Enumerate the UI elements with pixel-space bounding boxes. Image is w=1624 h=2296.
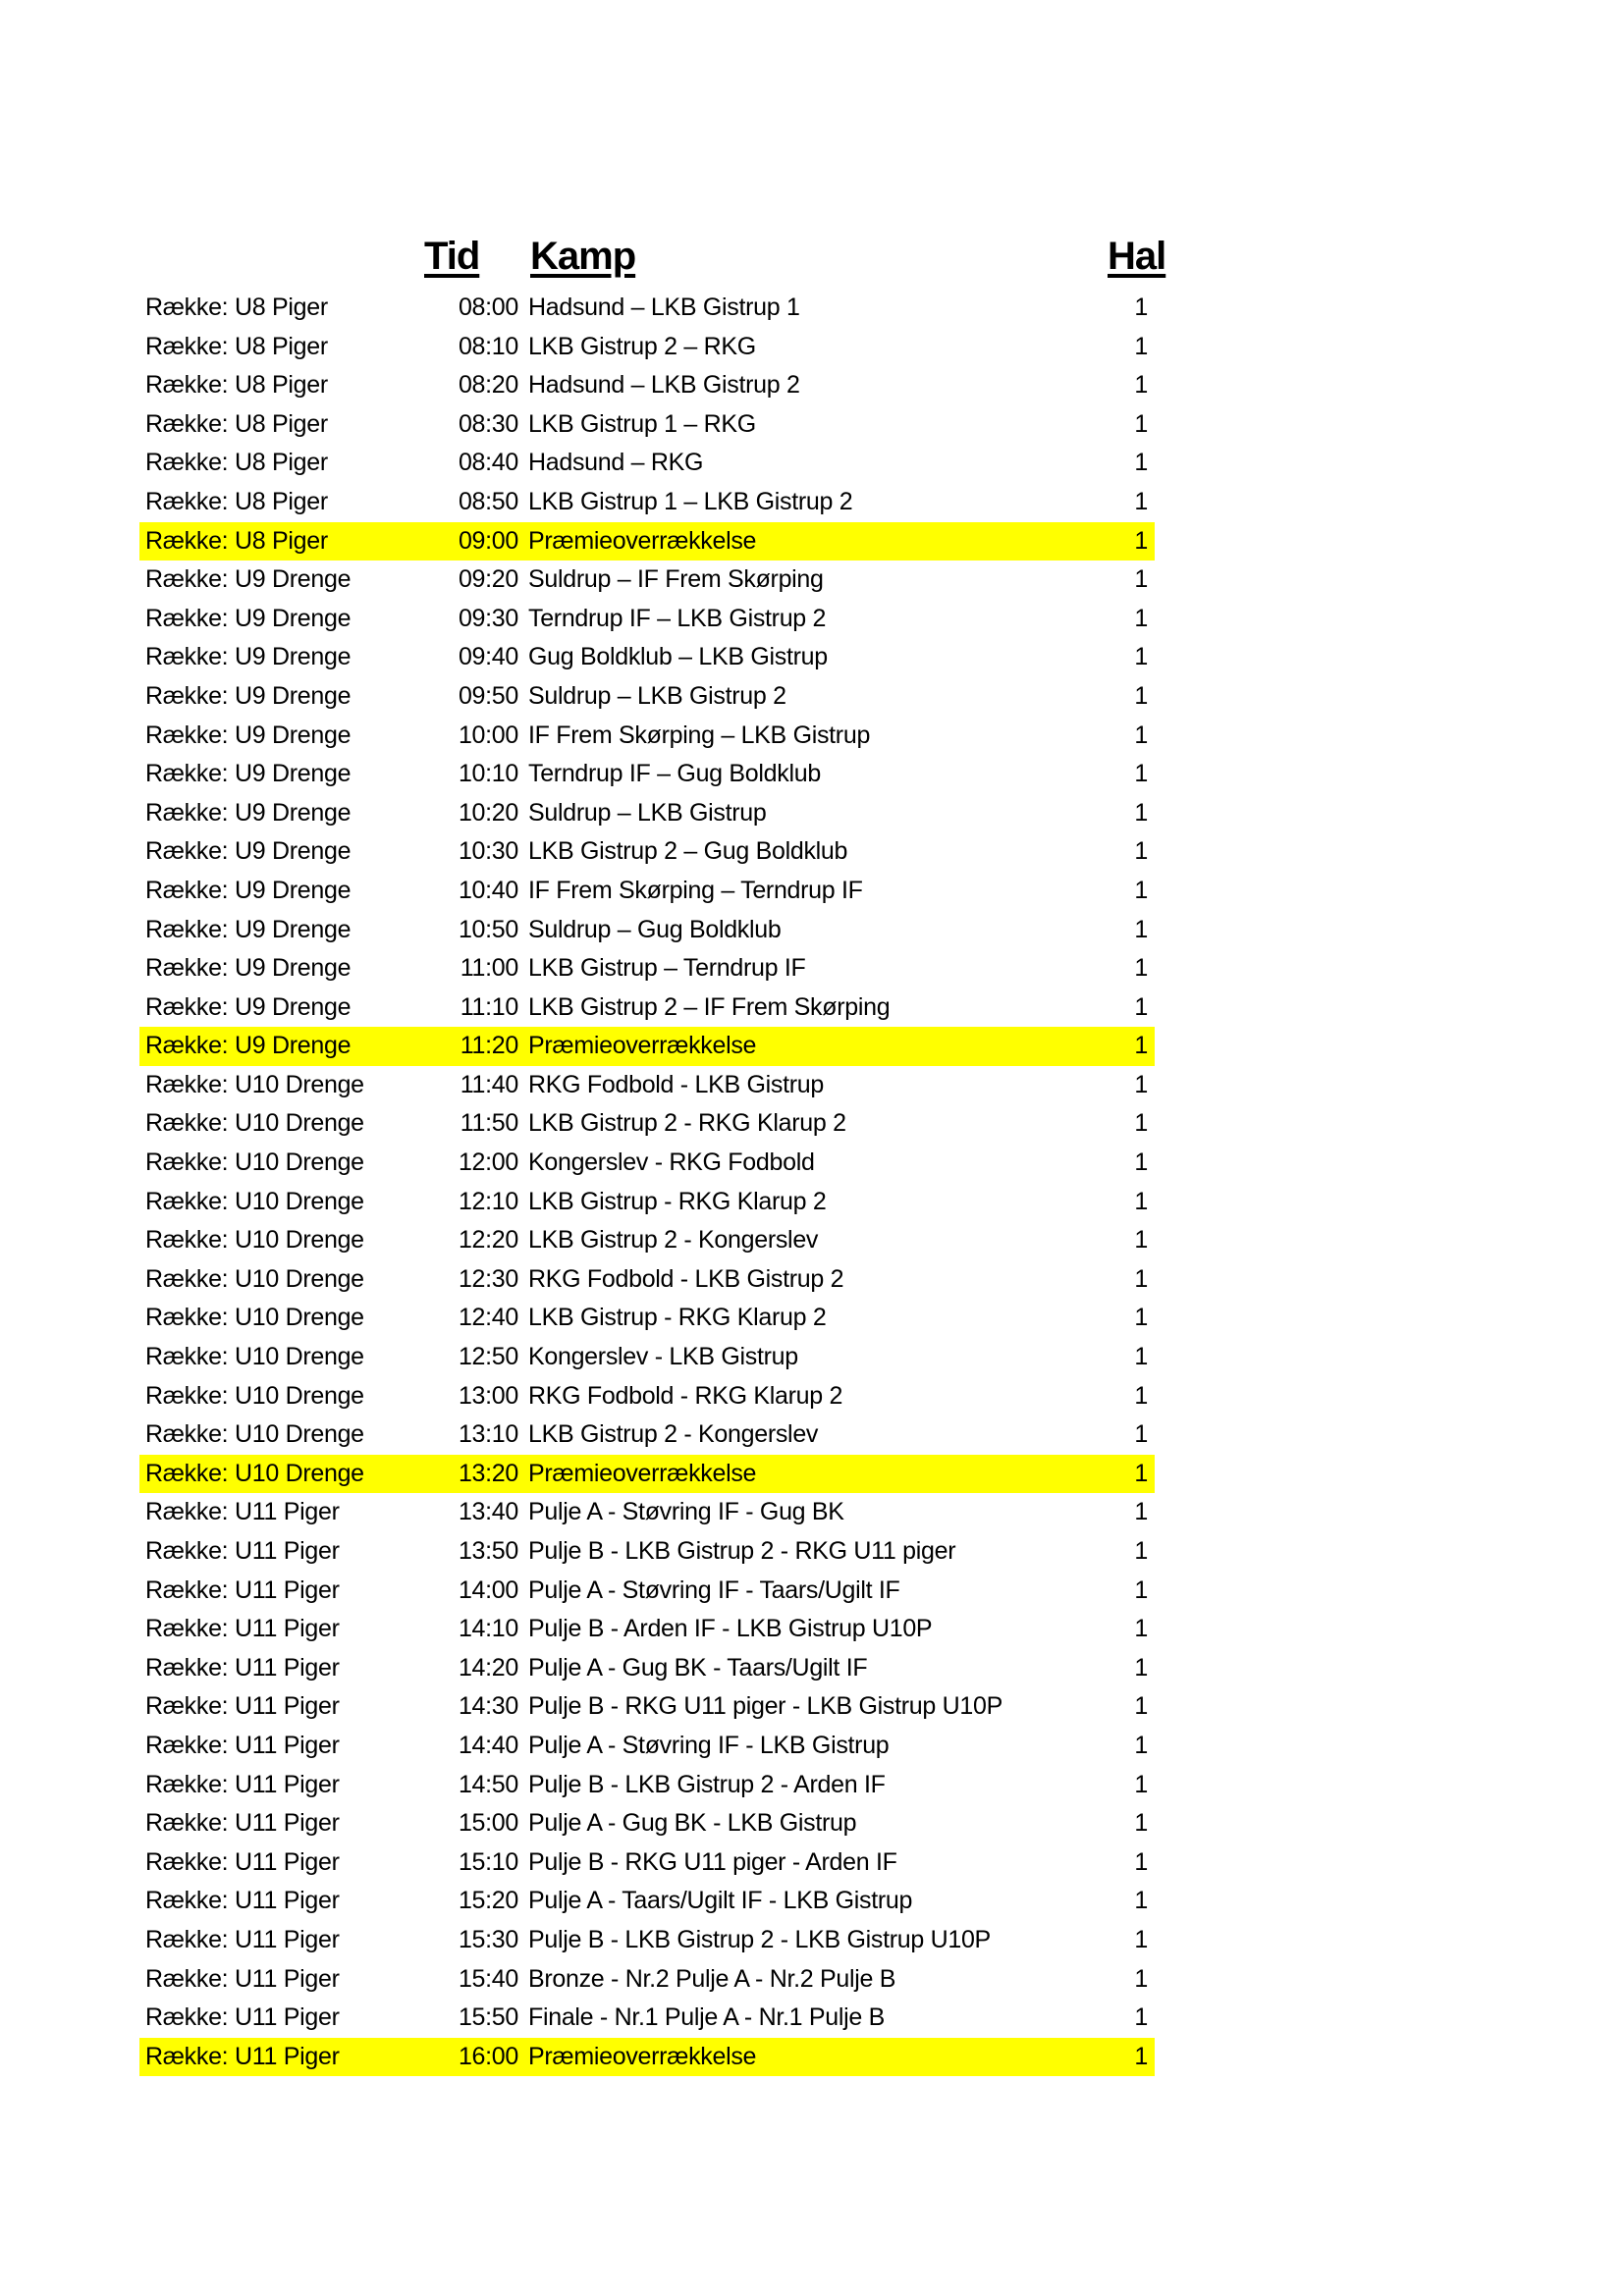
row-time: 09:50 [458,681,518,710]
table-row [139,638,1155,677]
row-hal: 1 [1134,1615,1148,1643]
row-hal: 1 [1134,332,1148,360]
table-row [139,600,1155,639]
row-hal: 1 [1134,294,1148,321]
row-hal: 1 [1134,2003,1148,2032]
row-match: Kongerslev - RKG Fodbold [528,1148,815,1177]
row-match: Præmieoverrækkelse [528,2042,757,2070]
row-category: Række: U8 Piger [145,332,328,360]
row-time: 09:40 [458,643,518,671]
row-hal: 1 [1134,1887,1148,1915]
row-match: IF Frem Skørping – Terndrup IF [528,876,863,904]
row-time: 11:00 [460,954,518,983]
table-row [139,444,1155,483]
row-hal: 1 [1134,604,1148,632]
row-time: 10:00 [458,721,518,749]
row-match: LKB Gistrup 2 – Gug Boldklub [528,837,848,866]
row-match: LKB Gistrup - RKG Klarup 2 [528,1304,827,1332]
row-category: Række: U10 Drenge [145,1109,364,1138]
row-hal: 1 [1134,1070,1148,1098]
row-time: 14:10 [458,1615,518,1643]
row-category: Række: U11 Piger [145,1809,340,1838]
row-time: 13:10 [458,1420,518,1449]
row-hal: 1 [1134,1847,1148,1876]
table-row [139,1066,1155,1105]
row-time: 12:30 [458,1264,518,1293]
row-hal: 1 [1134,915,1148,943]
row-category: Række: U11 Piger [145,2042,340,2070]
row-category: Række: U11 Piger [145,2003,340,2032]
row-match: Pulje A - Støvring IF - LKB Gistrup [528,1731,890,1759]
row-hal: 1 [1134,954,1148,983]
table-row [139,1727,1155,1766]
table-row [139,1766,1155,1805]
row-match: LKB Gistrup 2 – RKG [528,332,756,360]
table-row [139,1610,1155,1649]
row-category: Række: U10 Drenge [145,1304,364,1332]
row-category: Række: U11 Piger [145,1692,340,1721]
row-category: Række: U8 Piger [145,487,328,515]
row-match: LKB Gistrup 2 - Kongerslev [528,1226,819,1255]
row-category: Række: U9 Drenge [145,798,352,827]
row-match: Pulje B - LKB Gistrup 2 - Arden IF [528,1770,886,1798]
row-time: 12:00 [458,1148,518,1177]
row-hal: 1 [1134,1148,1148,1177]
row-time: 11:40 [460,1070,518,1098]
row-category: Række: U10 Drenge [145,1226,364,1255]
row-time: 10:50 [458,915,518,943]
row-time: 08:30 [458,409,518,438]
row-time: 16:00 [458,2042,518,2070]
row-hal: 1 [1134,1264,1148,1293]
row-hal: 1 [1134,643,1148,671]
row-match: RKG Fodbold - RKG Klarup 2 [528,1381,843,1410]
table-row [139,717,1155,756]
row-time: 08:00 [458,294,518,321]
row-category: Række: U9 Drenge [145,604,352,632]
row-time: 12:20 [458,1226,518,1255]
row-match: Pulje B - Arden IF - LKB Gistrup U10P [528,1615,933,1643]
row-time: 08:20 [458,371,518,400]
row-hal: 1 [1134,1498,1148,1526]
row-time: 15:10 [458,1847,518,1876]
table-row [139,911,1155,950]
row-match: Pulje B - LKB Gistrup 2 - LKB Gistrup U10P [528,1925,991,1953]
row-time: 11:10 [460,992,518,1021]
header-hal: Hal [1108,235,1166,278]
row-hal: 1 [1134,1692,1148,1721]
row-category: Række: U10 Drenge [145,1420,364,1449]
row-hal: 1 [1134,681,1148,710]
row-time: 08:10 [458,332,518,360]
row-category: Række: U9 Drenge [145,565,352,594]
row-category: Række: U8 Piger [145,449,328,477]
row-category: Række: U11 Piger [145,1847,340,1876]
table-row [139,1338,1155,1377]
table-row [139,561,1155,600]
row-match: Hadsund – LKB Gistrup 2 [528,371,800,400]
row-hal: 1 [1134,449,1148,477]
row-category: Række: U9 Drenge [145,876,352,904]
row-hal: 1 [1134,526,1148,555]
row-category: Række: U11 Piger [145,1615,340,1643]
row-match: Suldrup – Gug Boldklub [528,915,782,943]
row-match: Pulje B - LKB Gistrup 2 - RKG U11 piger [528,1537,956,1565]
row-match: Bronze - Nr.2 Pulje A - Nr.2 Pulje B [528,1964,896,1993]
header-kamp: Kamp [530,235,636,278]
row-match: IF Frem Skørping – LKB Gistrup [528,721,871,749]
row-hal: 1 [1134,1459,1148,1487]
row-hal: 1 [1134,487,1148,515]
row-match: Finale - Nr.1 Pulje A - Nr.1 Pulje B [528,2003,885,2032]
row-match: Pulje A - Gug BK - Taars/Ugilt IF [528,1653,868,1682]
row-match: Hadsund – LKB Gistrup 1 [528,294,800,321]
row-category: Række: U11 Piger [145,1537,340,1565]
row-category: Række: U10 Drenge [145,1264,364,1293]
row-category: Række: U10 Drenge [145,1381,364,1410]
table-row [139,832,1155,872]
row-match: RKG Fodbold - LKB Gistrup 2 [528,1264,844,1293]
table-row [139,755,1155,794]
row-time: 15:30 [458,1925,518,1953]
row-match: LKB Gistrup 2 – IF Frem Skørping [528,992,891,1021]
row-match: Terndrup IF – LKB Gistrup 2 [528,604,827,632]
table-row [139,1260,1155,1300]
row-category: Række: U8 Piger [145,526,328,555]
table-row [139,1649,1155,1688]
row-category: Række: U11 Piger [145,1498,340,1526]
row-time: 11:50 [460,1109,518,1138]
row-hal: 1 [1134,1343,1148,1371]
table-row [139,1104,1155,1144]
row-hal: 1 [1134,565,1148,594]
table-row [139,949,1155,988]
table-row [139,1572,1155,1611]
row-time: 09:20 [458,565,518,594]
table-row [139,289,1155,328]
row-hal: 1 [1134,1964,1148,1993]
row-category: Række: U11 Piger [145,1731,340,1759]
row-match: Pulje A - Taars/Ugilt IF - LKB Gistrup [528,1887,913,1915]
row-time: 15:40 [458,1964,518,1993]
row-hal: 1 [1134,409,1148,438]
row-category: Række: U9 Drenge [145,915,352,943]
table-header [0,232,1624,281]
row-hal: 1 [1134,798,1148,827]
row-category: Række: U11 Piger [145,1770,340,1798]
table-row [139,1377,1155,1416]
row-hal: 1 [1134,721,1148,749]
row-hal: 1 [1134,1187,1148,1215]
table-row [139,794,1155,833]
row-match: Præmieoverrækkelse [528,1032,757,1060]
row-time: 08:40 [458,449,518,477]
row-category: Række: U9 Drenge [145,760,352,788]
row-category: Række: U8 Piger [145,294,328,321]
row-hal: 1 [1134,2042,1148,2070]
row-hal: 1 [1134,371,1148,400]
row-time: 12:10 [458,1187,518,1215]
row-time: 12:50 [458,1343,518,1371]
table-row-award [139,1455,1155,1494]
row-match: Suldrup – LKB Gistrup 2 [528,681,786,710]
row-hal: 1 [1134,1109,1148,1138]
row-match: Suldrup – LKB Gistrup [528,798,767,827]
row-hal: 1 [1134,1731,1148,1759]
row-time: 15:00 [458,1809,518,1838]
row-hal: 1 [1134,1537,1148,1565]
table-row [139,366,1155,405]
table-row [139,1532,1155,1572]
row-match: Præmieoverrækkelse [528,526,757,555]
table-row [139,1843,1155,1883]
row-match: Pulje A - Gug BK - LKB Gistrup [528,1809,857,1838]
row-category: Række: U9 Drenge [145,954,352,983]
header-tid: Tid [424,235,480,278]
schedule-table [139,289,1155,2076]
row-match: Pulje B - RKG U11 piger - Arden IF [528,1847,897,1876]
row-hal: 1 [1134,992,1148,1021]
row-hal: 1 [1134,876,1148,904]
row-match: RKG Fodbold - LKB Gistrup [528,1070,824,1098]
row-hal: 1 [1134,760,1148,788]
table-row [139,328,1155,367]
row-time: 14:50 [458,1770,518,1798]
row-time: 09:30 [458,604,518,632]
row-category: Række: U9 Drenge [145,992,352,1021]
row-category: Række: U10 Drenge [145,1070,364,1098]
row-match: Pulje A - Støvring IF - Taars/Ugilt IF [528,1575,900,1604]
row-category: Række: U10 Drenge [145,1148,364,1177]
row-category: Række: U10 Drenge [145,1459,364,1487]
row-category: Række: U9 Drenge [145,721,352,749]
table-row [139,872,1155,911]
row-match: LKB Gistrup – Terndrup IF [528,954,806,983]
table-row [139,1493,1155,1532]
row-time: 13:20 [458,1459,518,1487]
table-row [139,1921,1155,1960]
row-match: Kongerslev - LKB Gistrup [528,1343,798,1371]
table-row [139,1687,1155,1727]
row-match: LKB Gistrup 2 - Kongerslev [528,1420,819,1449]
table-row [139,1221,1155,1260]
row-time: 11:20 [460,1032,518,1060]
row-category: Række: U11 Piger [145,1575,340,1604]
table-row-award [139,522,1155,561]
row-hal: 1 [1134,1304,1148,1332]
row-time: 09:00 [458,526,518,555]
row-match: Hadsund – RKG [528,449,704,477]
row-hal: 1 [1134,1925,1148,1953]
row-hal: 1 [1134,1381,1148,1410]
row-category: Række: U11 Piger [145,1653,340,1682]
row-time: 13:50 [458,1537,518,1565]
row-time: 10:20 [458,798,518,827]
row-match: Terndrup IF – Gug Boldklub [528,760,821,788]
table-row [139,1960,1155,2000]
row-match: Gug Boldklub – LKB Gistrup [528,643,828,671]
row-match: LKB Gistrup 1 – RKG [528,409,756,438]
row-match: Pulje B - RKG U11 piger - LKB Gistrup U10P [528,1692,1002,1721]
table-row [139,1882,1155,1921]
row-time: 10:30 [458,837,518,866]
table-row [139,1144,1155,1183]
row-time: 15:50 [458,2003,518,2032]
row-time: 14:00 [458,1575,518,1604]
row-match: Pulje A - Støvring IF - Gug BK [528,1498,844,1526]
row-hal: 1 [1134,1575,1148,1604]
row-hal: 1 [1134,1226,1148,1255]
row-category: Række: U10 Drenge [145,1343,364,1371]
row-time: 14:20 [458,1653,518,1682]
row-match: LKB Gistrup - RKG Klarup 2 [528,1187,827,1215]
row-time: 15:20 [458,1887,518,1915]
row-time: 13:00 [458,1381,518,1410]
row-time: 08:50 [458,487,518,515]
row-match: LKB Gistrup 2 - RKG Klarup 2 [528,1109,846,1138]
row-category: Række: U9 Drenge [145,837,352,866]
row-hal: 1 [1134,1420,1148,1449]
row-category: Række: U9 Drenge [145,681,352,710]
row-category: Række: U11 Piger [145,1925,340,1953]
table-row [139,483,1155,522]
table-row [139,1415,1155,1455]
row-hal: 1 [1134,1653,1148,1682]
row-hal: 1 [1134,1809,1148,1838]
table-row-award [139,1027,1155,1066]
row-hal: 1 [1134,1032,1148,1060]
row-match: LKB Gistrup 1 – LKB Gistrup 2 [528,487,853,515]
row-time: 10:10 [458,760,518,788]
row-category: Række: U10 Drenge [145,1187,364,1215]
table-row [139,1183,1155,1222]
row-hal: 1 [1134,1770,1148,1798]
table-row [139,405,1155,445]
row-category: Række: U11 Piger [145,1887,340,1915]
row-time: 12:40 [458,1304,518,1332]
row-hal: 1 [1134,837,1148,866]
table-row [139,988,1155,1028]
table-row [139,677,1155,717]
row-match: Suldrup – IF Frem Skørping [528,565,824,594]
row-category: Række: U9 Drenge [145,1032,352,1060]
row-time: 14:40 [458,1731,518,1759]
row-category: Række: U9 Drenge [145,643,352,671]
row-category: Række: U8 Piger [145,371,328,400]
table-row-award [139,2038,1155,2077]
row-time: 10:40 [458,876,518,904]
table-row [139,1804,1155,1843]
table-row [139,1299,1155,1338]
table-row [139,1999,1155,2038]
row-category: Række: U11 Piger [145,1964,340,1993]
row-match: Præmieoverrækkelse [528,1459,757,1487]
row-time: 13:40 [458,1498,518,1526]
row-category: Række: U8 Piger [145,409,328,438]
row-time: 14:30 [458,1692,518,1721]
